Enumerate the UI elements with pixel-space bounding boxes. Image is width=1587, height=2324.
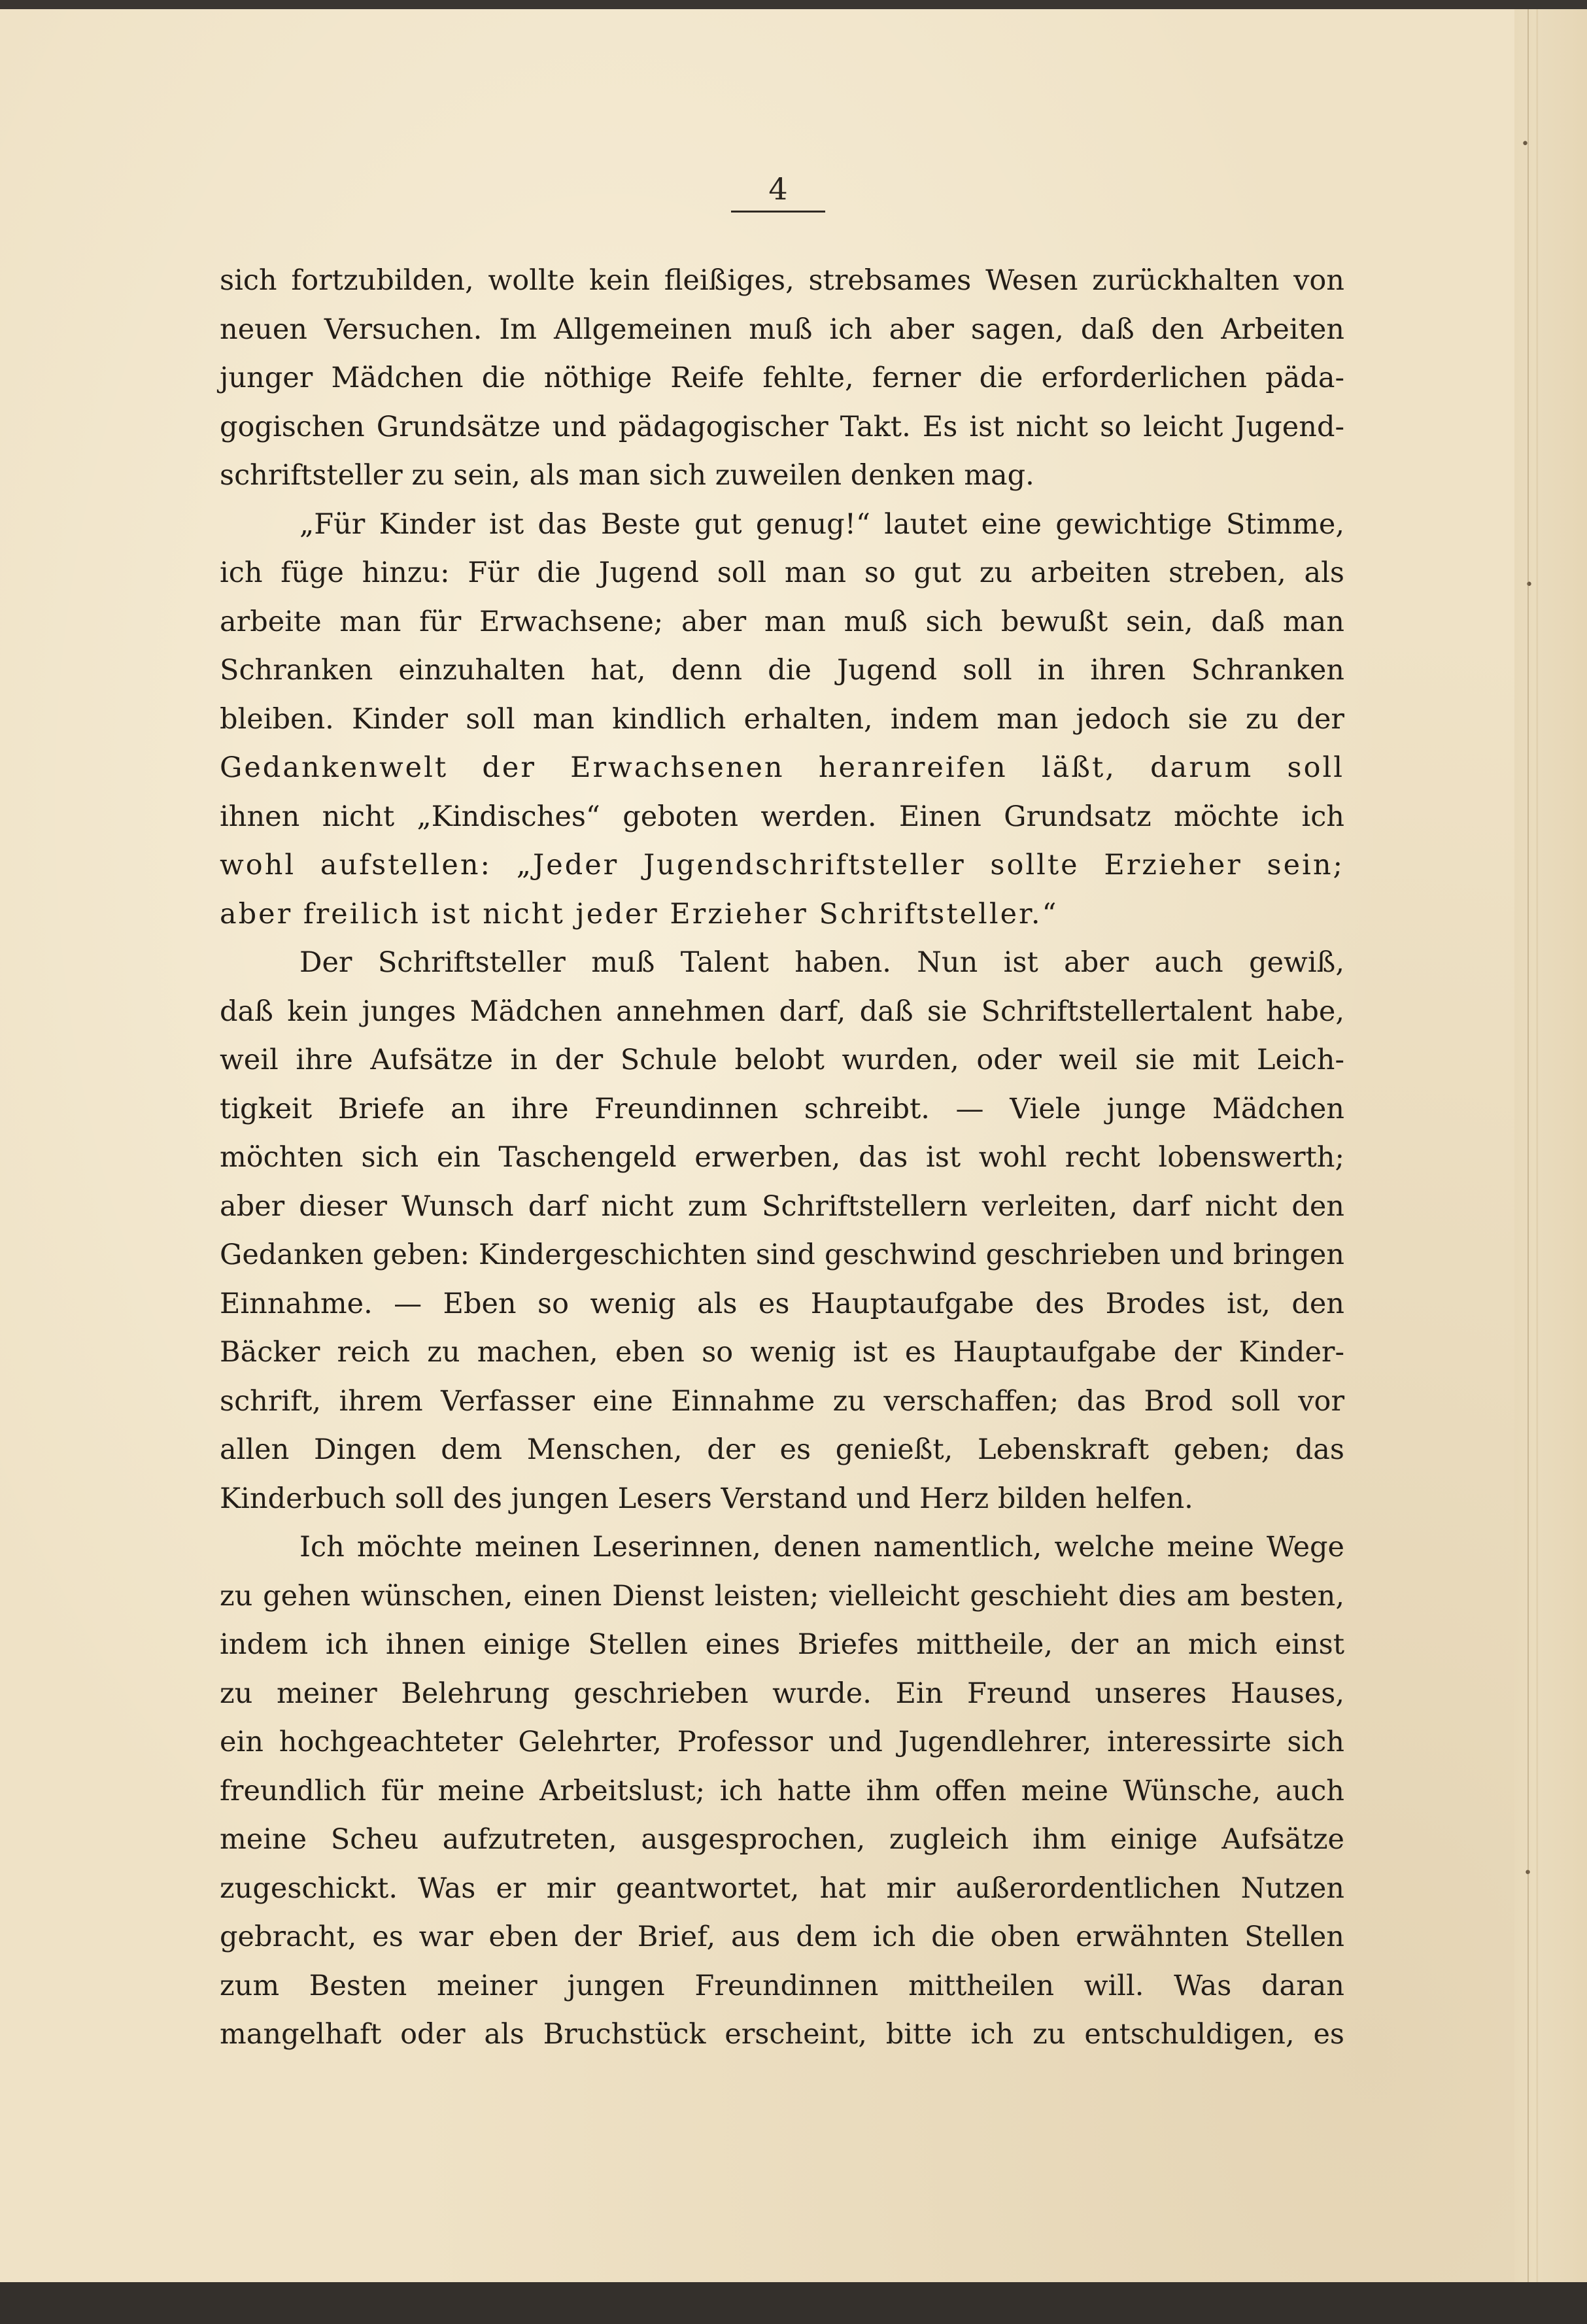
text-line: Einnahme. — Eben so wenig als es Hauptaufgabe des Brodes ist, den	[220, 1287, 1344, 1320]
text-line: wohl aufstellen: „Jeder Jugendschriftsteller sollte Erzieher sein;	[220, 849, 1344, 881]
scan-bottom-border	[0, 2282, 1587, 2324]
text-line: mangelhaft oder als Bruchstück erscheint, bitte ich zu entschuldigen, es	[220, 2018, 1344, 2051]
text-line: zu meiner Belehrung geschrieben wurde. Ein Freund unseres Hauses,	[220, 1677, 1344, 1710]
text-line: neuen Versuchen. Im Allgemeinen muß ich aber sagen, daß den Arbeiten	[220, 313, 1344, 346]
text-line: freundlich für meine Arbeitslust; ich hatte ihm offen meine Wünsche, auch	[220, 1774, 1344, 1807]
book-page	[0, 9, 1524, 2283]
text-line: Kinderbuch soll des jungen Lesers Verstand und Herz bilden helfen.	[220, 1482, 1193, 1515]
text-line: allen Dingen dem Menschen, der es genießt, Lebenskraft geben; das	[220, 1433, 1344, 1466]
header-rule	[731, 211, 825, 213]
text-line: Gedankenwelt der Erwachsenen heranreifen läßt, darum soll	[220, 751, 1344, 784]
text-line: möchten sich ein Taschengeld erwerben, das ist wohl recht lobenswerth;	[220, 1141, 1344, 1174]
paper-speck: •	[1521, 136, 1529, 152]
text-line: tigkeit Briefe an ihre Freundinnen schreibt. — Viele junge Mädchen	[220, 1092, 1344, 1125]
page-edge-line	[1527, 9, 1529, 2283]
text-line: Der Schriftsteller muß Talent haben. Nun ist aber auch gewiß,	[299, 946, 1344, 979]
page-fore-edge	[1514, 9, 1587, 2283]
text-line: daß kein junges Mädchen annehmen darf, daß sie Schriftstellertalent habe,	[220, 995, 1344, 1028]
text-line: gogischen Grundsätze und pädagogischer Takt. Es ist nicht so leicht Jugend-	[220, 410, 1344, 443]
text-line: Schranken einzuhalten hat, denn die Jugend soll in ihren Schranken	[220, 654, 1344, 687]
text-line: ein hochgeachteter Gelehrter, Professor und Jugendlehrer, interessirte sich	[220, 1726, 1344, 1758]
text-line: zugeschickt. Was er mir geantwortet, hat mir außerordentlichen Nutzen	[220, 1871, 1344, 1905]
text-line: bleiben. Kinder soll man kindlich erhalten, indem man jedoch sie zu der	[220, 702, 1344, 736]
text-line: gebracht, es war eben der Brief, aus dem ich die oben erwähnten Stellen	[220, 1921, 1344, 1953]
paper-speck: •	[1525, 577, 1533, 593]
text-line: schriftsteller zu sein, als man sich zuweilen denken mag.	[220, 459, 1034, 492]
text-line: aber freilich ist nicht jeder Erzieher Schriftsteller.“	[220, 897, 1059, 931]
text-line: sich fortzubilden, wollte kein fleißiges, strebsames Wesen zurückhalten von	[220, 264, 1344, 297]
body-text	[220, 256, 1344, 2059]
text-line: Ich möchte meinen Leserinnen, denen namentlich, welche meine Wege	[299, 1531, 1344, 1564]
text-line: ihnen nicht „Kindisches“ geboten werden. Einen Grundsatz möchte ich	[220, 800, 1344, 833]
text-line: junger Mädchen die nöthige Reife fehlte, ferner die erforderlichen päda-	[220, 362, 1344, 394]
text-line: aber dieser Wunsch darf nicht zum Schriftstellern verleiten, darf nicht den	[220, 1189, 1344, 1223]
text-line: arbeite man für Erwachsene; aber man muß sich bewußt sein, daß man	[220, 605, 1344, 638]
text-line: schrift, ihrem Verfasser eine Einnahme zu verschaffen; das Brod soll vor	[220, 1384, 1344, 1418]
text-line: indem ich ihnen einige Stellen eines Briefes mittheile, der an mich einst	[220, 1628, 1344, 1661]
paper-speck: •	[1524, 1865, 1532, 1881]
text-line: zum Besten meiner jungen Freundinnen mittheilen will. Was daran	[220, 1969, 1344, 2002]
text-line: „Für Kinder ist das Beste gut genug!“ lautet eine gewichtige Stimme,	[299, 507, 1344, 541]
text-line: weil ihre Aufsätze in der Schule belobt wurden, oder weil sie mit Leich-	[220, 1044, 1344, 1076]
text-line: ich füge hinzu: Für die Jugend soll man so gut zu arbeiten streben, als	[220, 556, 1344, 589]
text-line: Gedanken geben: Kindergeschichten sind geschwind geschrieben und bringen	[220, 1239, 1344, 1271]
page-number: 4	[768, 171, 788, 207]
text-line: zu gehen wünschen, einen Dienst leisten; vielleicht geschieht dies am besten,	[220, 1579, 1344, 1613]
text-line: Bäcker reich zu machen, eben so wenig ist es Hauptaufgabe der Kinder-	[220, 1336, 1344, 1369]
text-line: meine Scheu aufzutreten, ausgesprochen, zugleich ihm einige Aufsätze	[220, 1823, 1344, 1856]
